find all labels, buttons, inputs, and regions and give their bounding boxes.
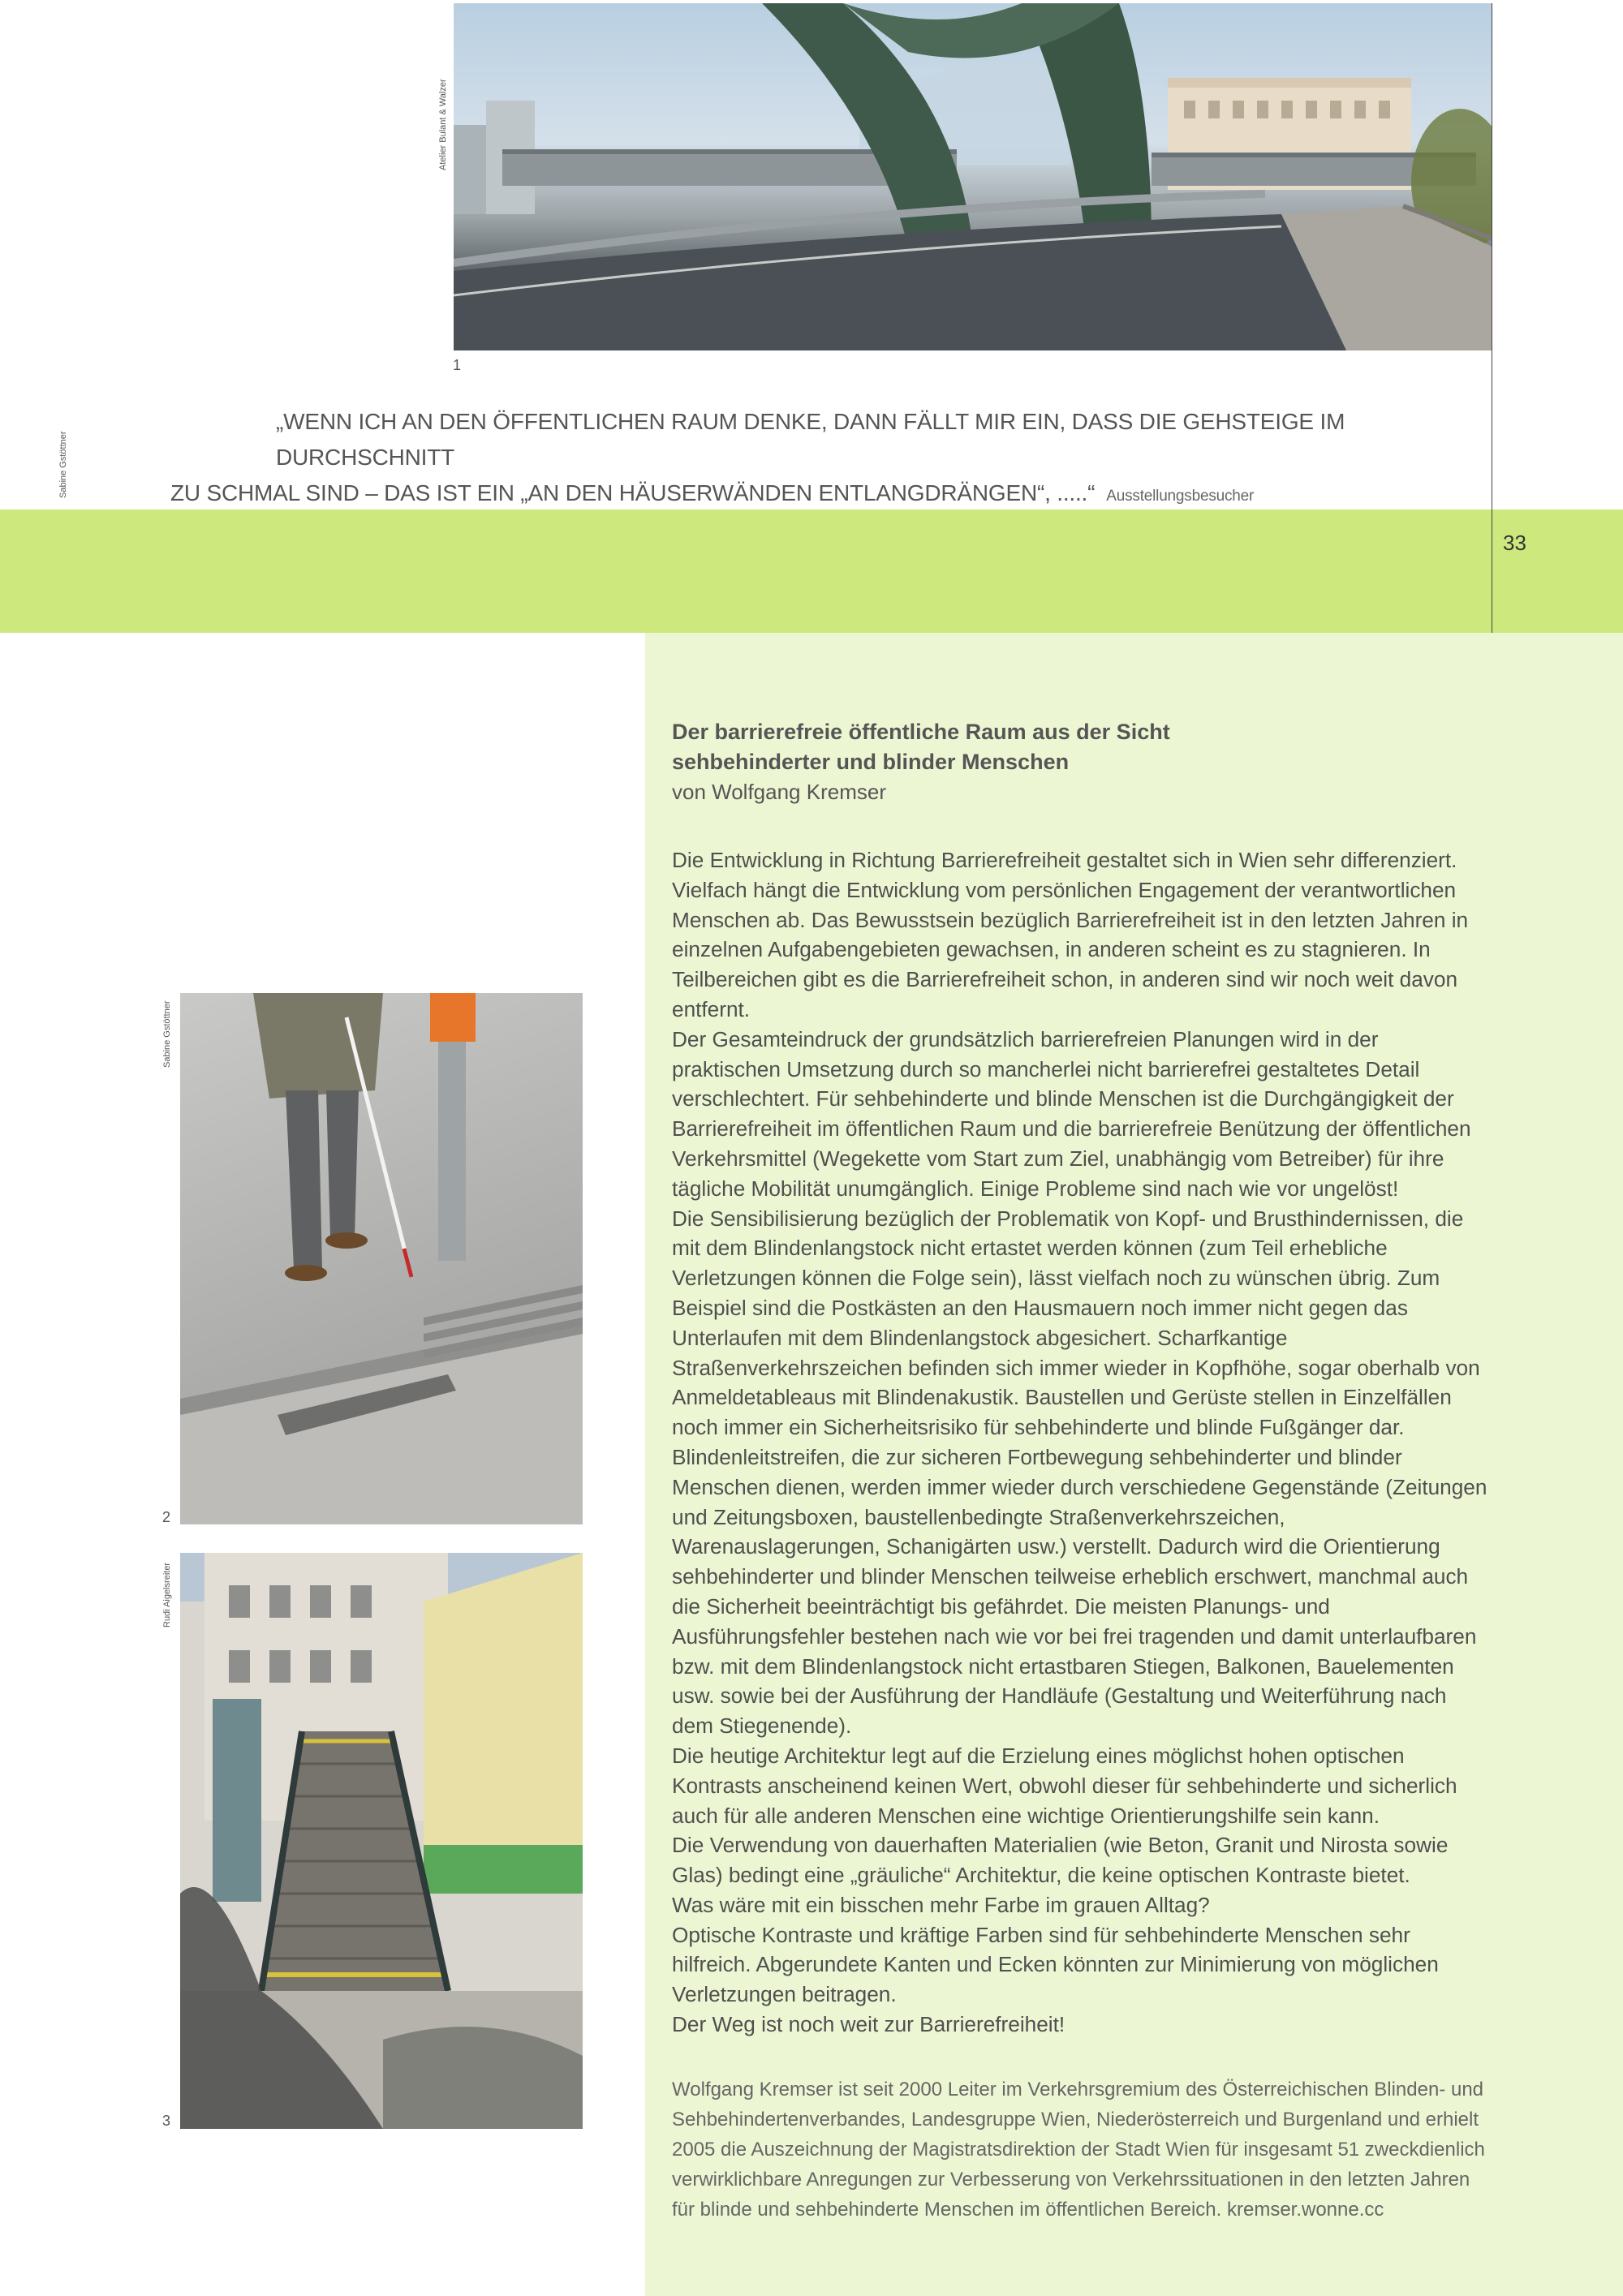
photo-credit-1: Atelier Bulant & Walzer: [438, 79, 448, 170]
staircase-photo: [180, 1553, 583, 2129]
figure-number-1: 1: [453, 357, 462, 373]
quote-source: Ausstellungsbesucher: [1106, 488, 1255, 505]
title-line-2: sehbehinderter und blinder Menschen: [672, 750, 1070, 774]
pull-quote: [170, 404, 1404, 514]
green-band: [0, 510, 1623, 633]
article-title: [672, 717, 1492, 777]
quote-credit: Sabine Gstöttner: [58, 431, 68, 498]
blind-cane-illustration: [180, 993, 583, 1524]
paragraph: Der Weg ist noch weit zur Barrierefreiheit!: [672, 2012, 1065, 2037]
paragraph: Was wäre mit ein bisschen mehr Farbe im grauen Alltag?: [672, 1892, 1210, 1917]
article-author: von Wolfgang Kremser: [672, 780, 886, 804]
paragraph: Die heutige Architektur legt auf die Erzielung eines möglichst hohen optischen Kontrasts anscheinend keinen Wert, obwohl dieser für sehbehinderte und sicherlich auch für alle anderen Menschen eine wichtige Orientierungshilfe sein kann.: [672, 1743, 1457, 1828]
paragraph: Blindenleitstreifen, die zur sicheren Fortbewegung sehbehinderter und blinder Menschen dienen, werden immer wieder durch verschiedene Gegenstände (Zeitungen und Zeitungsboxen, baustellenbedingte Straßenverkehrszeichen, Warenauslagerungen, Schanigärten usw.) verstellt. Dadurch wird die Orientierung sehbehinderter und blinder Menschen teilweise erheblich erschwert, manchmal auch die Sicherheit beeinträchtigt bis gefährdet. Die meisten Planungs- und Ausführungsfehler bestehen nach wie vor bei frei tragenden und damit unterlaufbaren bzw. mit dem Blindenlangstock nicht ertastbaren Stiegen, Balkonen, Bauelementen usw. sowie bei der Ausführung der Handläufe (Gestaltung und Weiterführung nach dem Stiegenende).: [672, 1444, 1487, 1739]
title-line-1: Der barrierefreie öffentliche Raum aus der Sicht: [672, 720, 1170, 744]
page-number: 33: [1503, 531, 1526, 555]
paragraph: Die Verwendung von dauerhaften Materialien (wie Beton, Granit und Nirosta sowie Glas) bedingt eine „gräuliche“ Architektur, die keine optischen Kontraste bietet.: [672, 1833, 1449, 1888]
paragraph: Die Entwicklung in Richtung Barrierefreiheit gestaltet sich in Wien sehr differenziert. Vielfach hängt die Entwicklung vom persönlichen Engagement der verantwortlichen Menschen ab. Das Bewusstsein bezüglich Barrierefreiheit ist in den letzten Jahren in einzelnen Aufgabengebieten gewachsen, in anderen scheint es zu stagnieren. In Teilbereichen gibt es die Barrierefreiheit schon, in anderen sind wir noch weit davon entfernt.: [672, 848, 1469, 1021]
paragraph: Die Sensibilisierung bezüglich der Problematik von Kopf- und Brusthindernissen, die mit dem Blindenlangstock nicht ertastet werden können (zum Teil erhebliche Verletzungen können die Folge sein), lässt vielfach noch zu wünschen übrig. Zum Beispiel sind die Postkästen an den Hausmauern noch immer nicht gegen das Unterlaufen mit dem Blindenlangstock abgesichert. Scharfkantige Straßenverkehrszeichen befinden sich immer wieder in Kopfhöhe, sogar oberhalb von Anmeldetableaus mit Blindenakustik. Baustellen und Gerüste stellen in Einzelfällen noch immer ein Sicherheitsrisiko für sehbehinderte und blinde Fußgänger dar.: [672, 1206, 1480, 1440]
bridge-photo: [454, 3, 1492, 350]
quote-line-1: „WENN ICH AN DEN ÖFFENTLICHEN RAUM DENKE, DANN FÄLLT MIR EIN, DASS DIE GEHSTEIGE IM DURCHSCHNITT: [276, 409, 1345, 470]
author-bio: Wolfgang Kremser ist seit 2000 Leiter im Verkehrsgremium des Österreichischen Blinden- und Sehbehindertenverbandes, Landesgruppe Wien, Niederösterreich und Burgenland und erhielt 2005 die Auszeichnung der Magistratsdirektion der Stadt Wien für insgesamt 51 zweckdienlich verwirklichbare Anregungen zur Verbesserung von Verkehrssituationen in den letzten Jahren für blinde und sehbehinderte Menschen im öffentlichen Bereich. kremser.wonne.cc: [672, 2078, 1485, 2221]
bridge-illustration: [454, 3, 1492, 350]
figure-number-2: 2: [162, 1509, 171, 1525]
photo-credit-2: Sabine Gstöttner: [162, 1000, 172, 1068]
figure-number-3: 3: [162, 2113, 171, 2129]
quote-line-2: ZU SCHMAL SIND – DAS IST EIN „AN DEN HÄUSERWÄNDEN ENTLANGDRÄNGEN“, .....“: [170, 480, 1096, 505]
paragraph: Optische Kontraste und kräftige Farben sind für sehbehinderte Menschen sehr hilfreich. Abgerundete Kanten und Ecken könnten zur Minimierung von möglichen Verletzungen beitragen.: [672, 1922, 1439, 2007]
article: [672, 717, 1492, 2225]
photo-credit-3: Rudi Aigelsreiter: [162, 1562, 172, 1627]
paragraph: Der Gesamteindruck der grundsätzlich barrierefreien Planungen wird in der praktischen Umsetzung durch so mancherlei nicht barrierefrei gestaltetes Detail verschlechtert. Für sehbehinderte und blinde Menschen ist die Durchgängigkeit der Barrierefreiheit im öffentlichen Raum und die barrierefreie Benützung der öffentlichen Verkehrsmittel (Wegekette vom Start zum Ziel, unabhängig vom Betreiber) für ihre tägliche Mobilität unumgänglich. Einige Probleme sind nach wie vor ungelöst!: [672, 1026, 1471, 1201]
staircase-illustration: [180, 1553, 583, 2129]
blind-cane-photo: [180, 993, 583, 1524]
article-body: [672, 845, 1492, 2040]
